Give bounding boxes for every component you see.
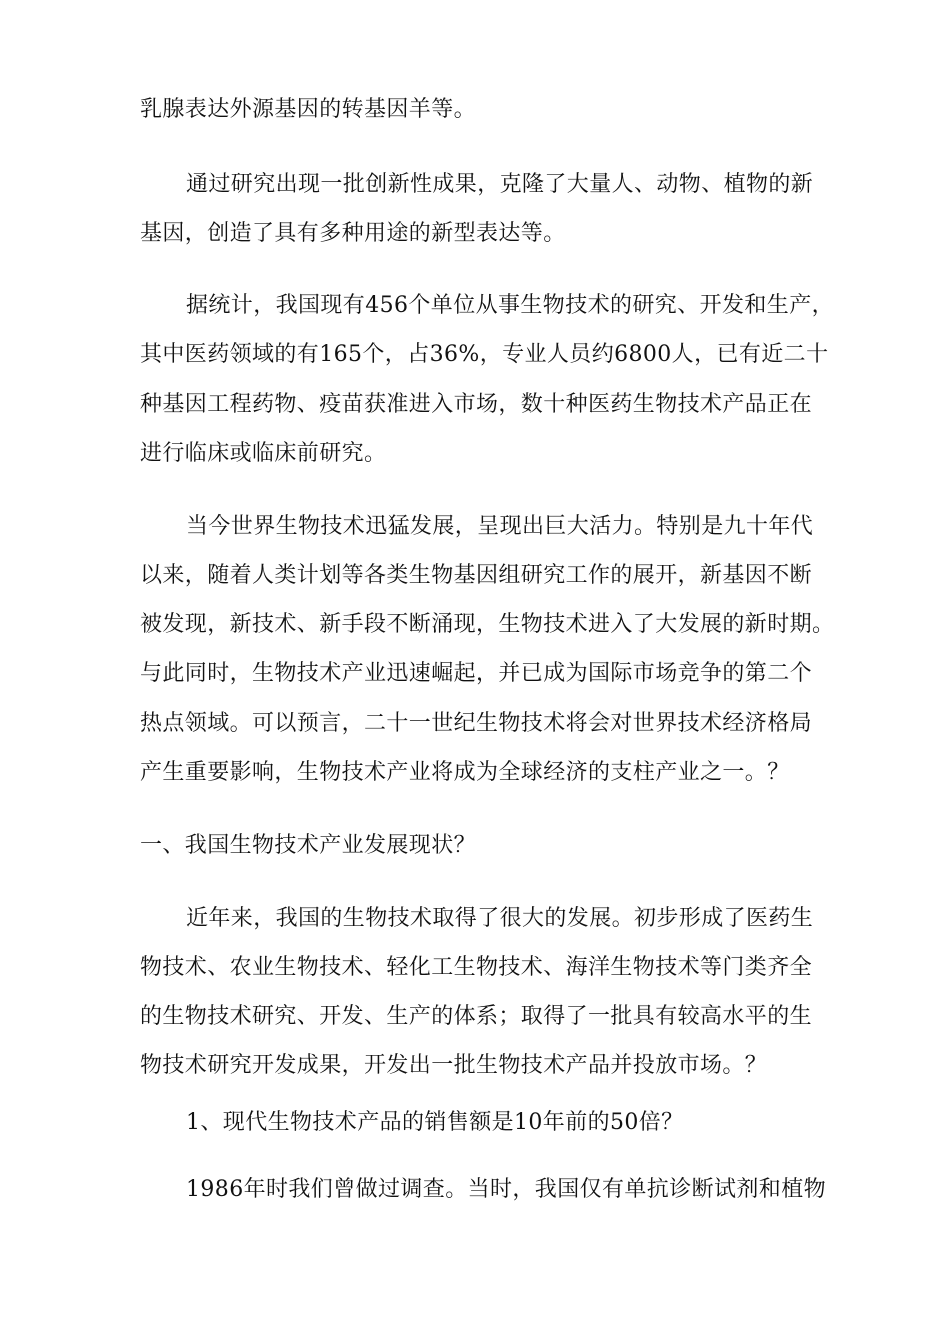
text-line: 物技术、农业生物技术、轻化工生物技术、海洋生物技术等门类齐全 — [140, 955, 813, 980]
text-line: 物技术研究开发成果，开发出一批生物技术产品并投放市场。？ — [140, 1053, 768, 1078]
text-line: 据统计，我国现有456个单位从事生物技术的研究、开发和生产， — [186, 293, 834, 318]
text-line: 基因，创造了具有多种用途的新型表达等。 — [140, 221, 566, 246]
text-line: 被发现，新技术、新手段不断涌现，生物技术进入了大发展的新时期。 — [140, 612, 835, 637]
subsection-heading: 1、现代生物技术产品的销售额是10年前的50倍？ — [186, 1110, 684, 1135]
text-line: 近年来，我国的生物技术取得了很大的发展。初步形成了医药生 — [186, 906, 814, 931]
section-heading: 一、我国生物技术产业发展现状？ — [140, 833, 477, 858]
text-line: 乳腺表达外源基因的转基因羊等。 — [140, 97, 477, 122]
text-line: 以来，随着人类计划等各类生物基因组研究工作的展开，新基因不断 — [140, 563, 813, 588]
text-line: 通过研究出现一批创新性成果，克隆了大量人、动物、植物的新 — [186, 172, 814, 197]
text-line: 进行临床或临床前研究。 — [140, 441, 387, 466]
text-line: 种基因工程药物、疫苗获准进入市场，数十种医药生物技术产品正在 — [140, 392, 813, 417]
text-line: 其中医药领域的有165个，占36%，专业人员约6800人，已有近二十 — [140, 342, 829, 367]
text-line: 热点领域。可以预言，二十一世纪生物技术将会对世界技术经济格局 — [140, 711, 813, 736]
text-line: 与此同时，生物技术产业迅速崛起，并已成为国际市场竞争的第二个 — [140, 661, 813, 686]
text-line: 1986年时我们曾做过调查。当时，我国仅有单抗诊断试剂和植物 — [186, 1177, 826, 1202]
text-line: 当今世界生物技术迅猛发展，呈现出巨大活力。特别是九十年代 — [186, 514, 814, 539]
text-line: 产生重要影响，生物技术产业将成为全球经济的支柱产业之一。？ — [140, 760, 790, 785]
text-line: 的生物技术研究、开发、生产的体系；取得了一批具有较高水平的生 — [140, 1004, 813, 1029]
